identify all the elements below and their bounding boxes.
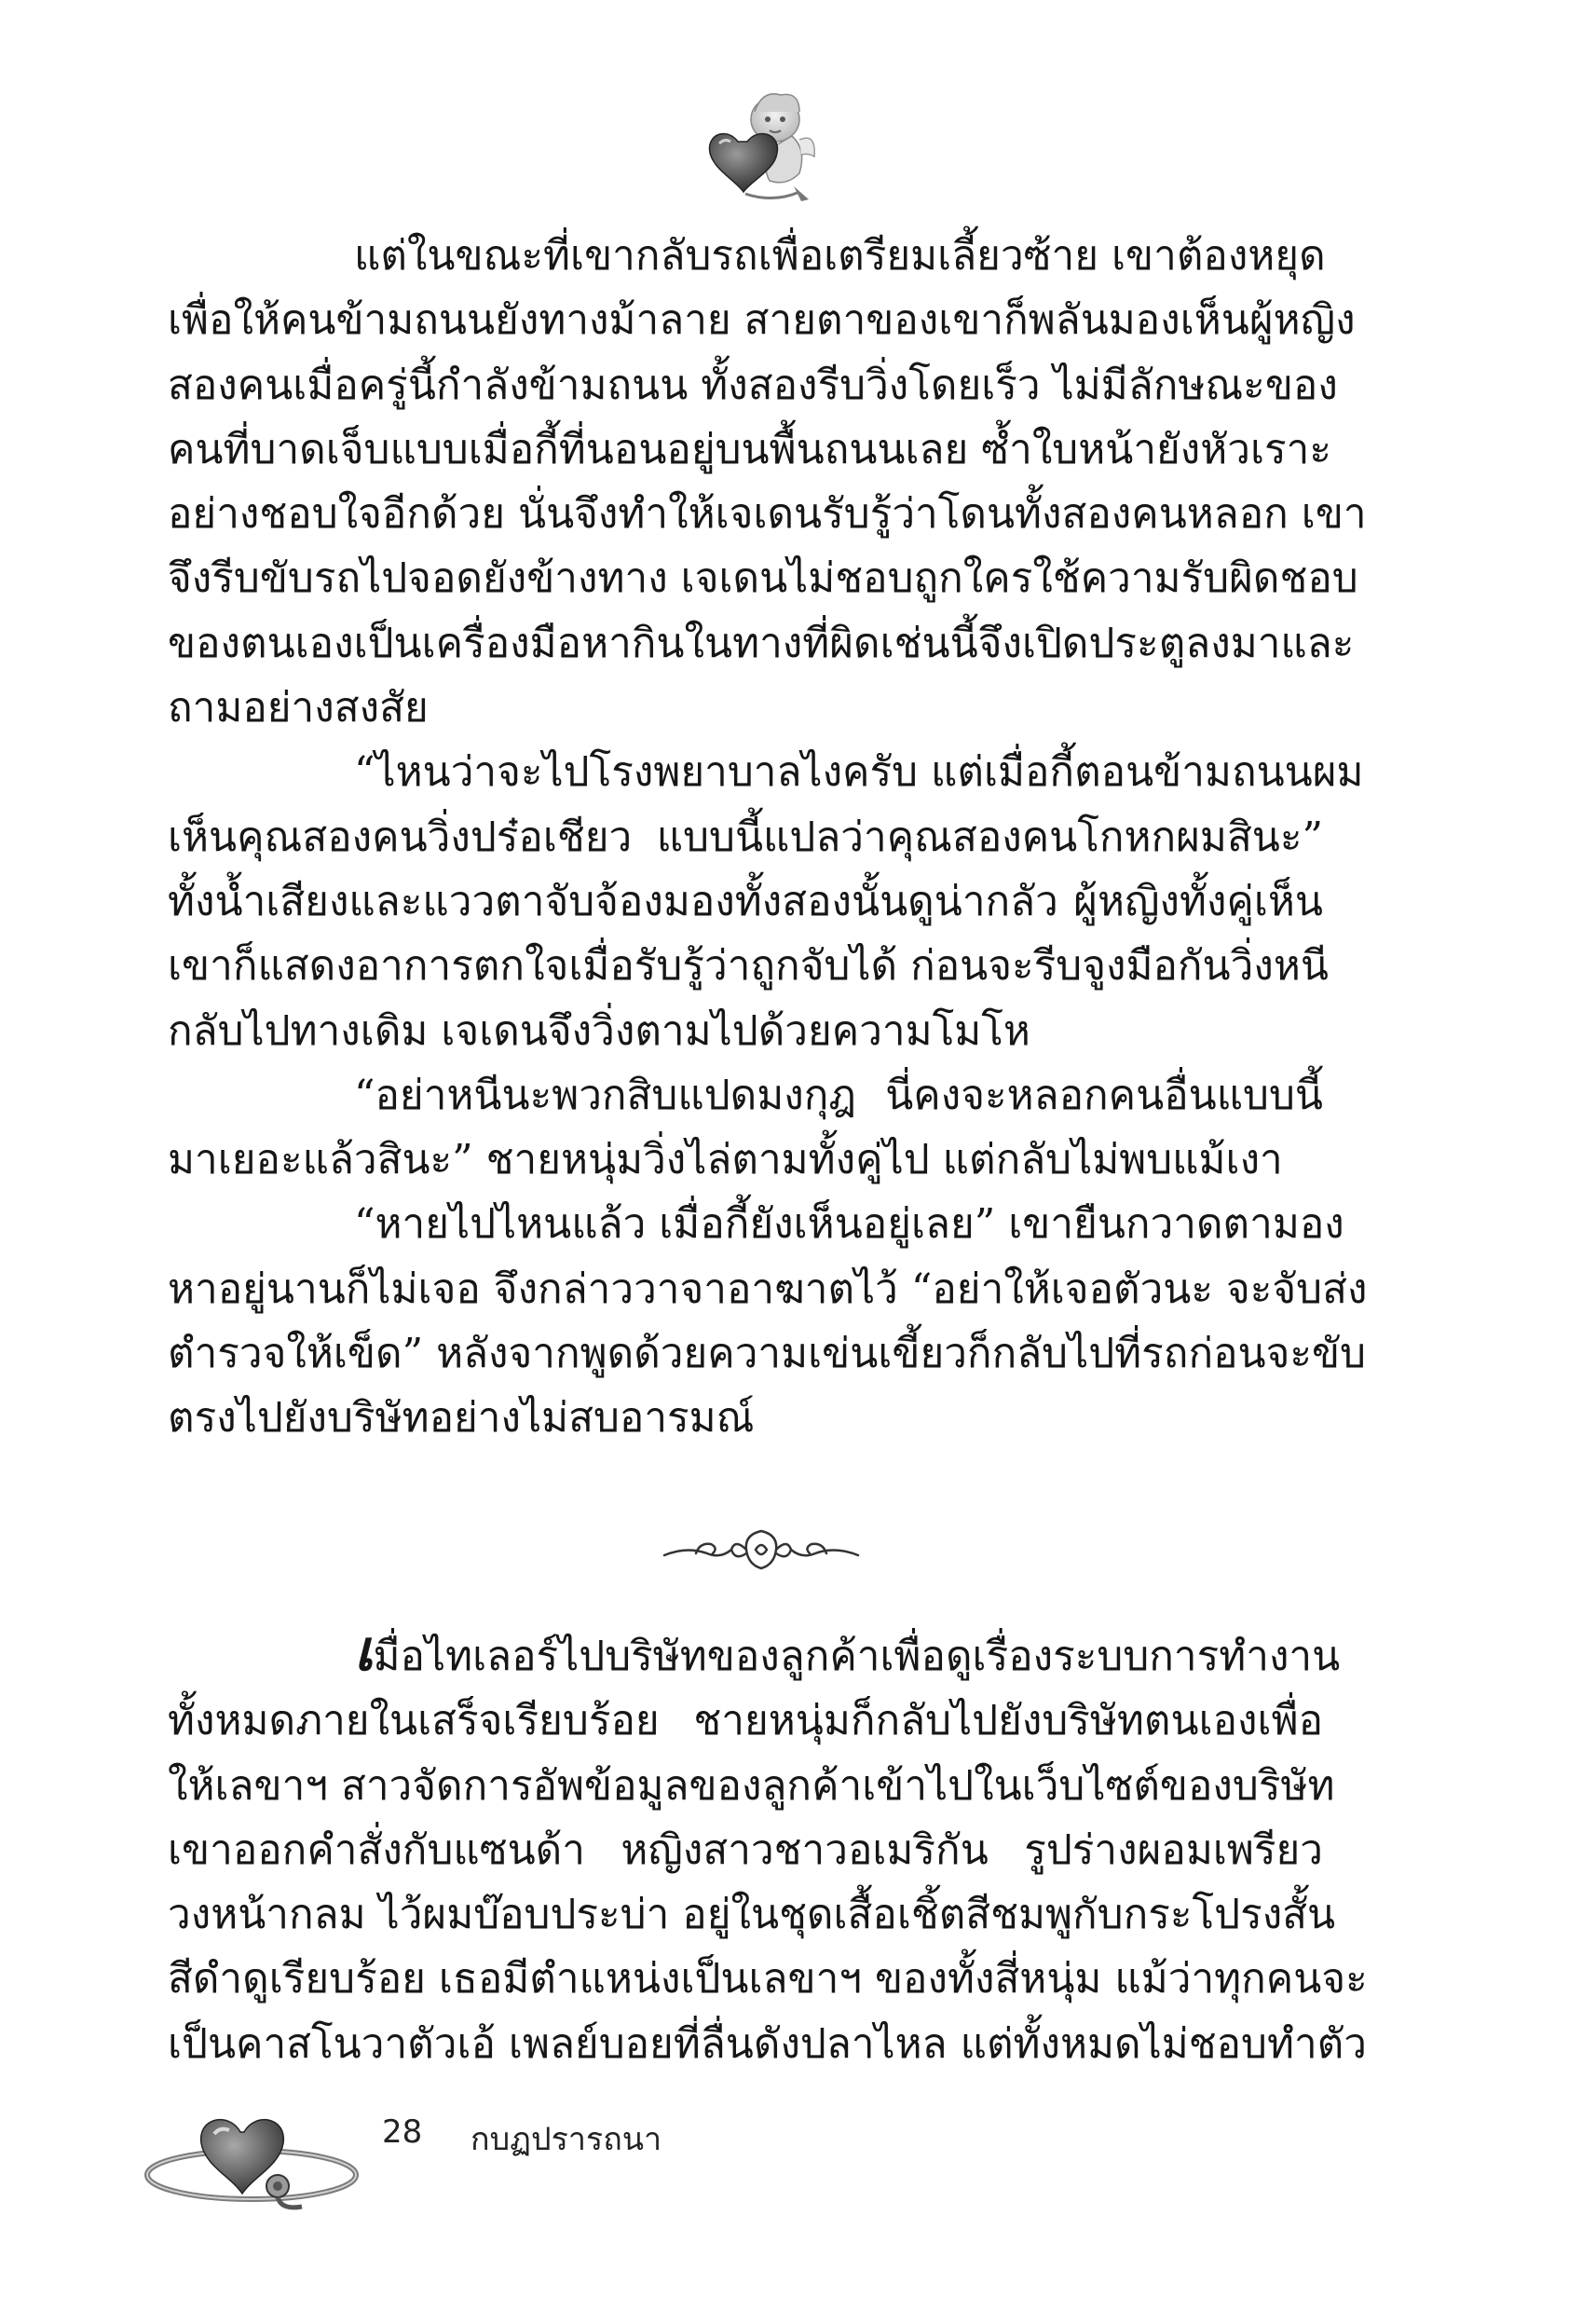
text-line: หาอยู่นานก็ไม่เจอ จึงกล่าววาจาอาฆาตไว้ “อย่าให้เจอตัวนะ จะจับส่ง	[168, 1265, 1368, 1313]
text-line	[168, 1619, 1341, 1689]
text-line: ถามอย่างสงสัย	[168, 684, 429, 732]
text-line: ให้เลขาฯ สาวจัดการอัพข้อมูลของลูกค้าเข้าไปในเว็บไซต์ของบริษัท	[168, 1761, 1335, 1810]
text-line: คนที่บาดเจ็บแบบเมื่อกี้ที่นอนอยู่บนพื้นถนนเลย ซ้ำใบหน้ายังหัวเราะ	[168, 425, 1332, 473]
text-line: “หายไปไหนแล้ว เมื่อกี้ยังเห็นอยู่เลย” เขายืนกวาดตามอง	[354, 1200, 1344, 1249]
page-number: 28	[382, 2113, 423, 2151]
body-section-1	[168, 224, 1368, 1451]
text-line: แต่ในขณะที่เขากลับรถเพื่อเตรียมเลี้ยวซ้าย เขาต้องหยุด	[354, 232, 1326, 280]
text-line: เขาออกคำสั่งกับแซนด้า หญิงสาวชาวอเมริกัน รูปร่างผอมเพรียว	[168, 1826, 1323, 1874]
heart-stethoscope-icon	[140, 2097, 363, 2218]
text-line: เพื่อให้คนข้ามถนนยังทางม้าลาย สายตาของเขาก็พลันมองเห็นผู้หญิง	[168, 296, 1356, 345]
text-line-rest: มื่อไทเลอร์ไปบริษัทของลูกค้าเพื่อดูเรื่องระบบการทำงาน	[373, 1633, 1341, 1680]
text-line: ทั้งน้ำเสียงและแววตาจับจ้องมองทั้งสองนั้นดูน่ากลัว ผู้หญิงทั้งคู่เห็น	[168, 877, 1323, 925]
text-line: สองคนเมื่อครู่นี้กำลังข้ามถนน ทั้งสองรีบวิ่งโดยเร็ว ไม่มีลักษณะของ	[168, 361, 1338, 409]
text-line: เป็นคาสโนวาตัวเอ้ เพลย์บอยที่ลื่นดังปลาไหล แต่ทั้งหมดไม่ชอบทำตัว	[168, 2019, 1367, 2068]
text-line: ของตนเองเป็นเครื่องมือหากินในทางที่ผิดเช่นนี้จึงเปิดประตูลงมาและ	[168, 619, 1355, 667]
text-line: จึงรีบขับรถไปจอดยังข้างทาง เจเดนไม่ชอบถูกใครใช้ความรับผิดชอบ	[168, 554, 1358, 603]
text-line: เขาก็แสดงอาการตกใจเมื่อรับรู้ว่าถูกจับได้ ก่อนจะรีบจูงมือกันวิ่งหนี	[168, 942, 1329, 991]
cupid-heart-icon	[689, 84, 820, 214]
book-title: กบฏปรารถนา	[471, 2121, 662, 2158]
text-line: อย่างชอบใจอีกด้วย นั่นจึงทำให้เจเดนรับรู้ว่าโดนทั้งสองคนหลอก เขา	[168, 490, 1367, 539]
text-line: ตำรวจให้เข็ด” หลังจากพูดด้วยความเข่นเขี้ยวก็กลับไปที่รถก่อนจะขับ	[168, 1330, 1367, 1378]
text-line: ทั้งหมดภายในเสร็จเรียบร้อย ชายหนุ่มก็กลับไปยังบริษัทตนเองเพื่อ	[168, 1697, 1323, 1745]
text-line: “อย่าหนีนะพวกสิบแปดมงกุฎ นี่คงจะหลอกคนอื่นแบบนี้	[354, 1071, 1323, 1119]
text-line: “ไหนว่าจะไปโรงพยาบาลไงครับ แต่เมื่อกี้ตอนข้ามถนนผม	[354, 748, 1364, 797]
body-section-2	[168, 1619, 1368, 2076]
text-line: กลับไปทางเดิม เจเดนจึงวิ่งตามไปด้วยความโมโห	[168, 1006, 1030, 1055]
text-line: สีดำดูเรียบร้อย เธอมีตำแหน่งเป็นเลขาฯ ของทั้งสี่หนุ่ม แม้ว่าทุกคนจะ	[168, 1955, 1368, 2003]
text-line: วงหน้ากลม ไว้ผมบ๊อบประบ่า อยู่ในชุดเสื้อเชิ้ตสีชมพูกับกระโปรงสั้น	[168, 1891, 1336, 1939]
text-line: ตรงไปยังบริษัทอย่างไม่สบอารมณ์	[168, 1394, 755, 1443]
text-line: มาเยอะแล้วสินะ” ชายหนุ่มวิ่งไล่ตามทั้งคู่ไป แต่กลับไม่พบแม้เงา	[168, 1136, 1283, 1184]
drop-letter: เ	[354, 1619, 374, 1684]
flourish-divider-icon	[659, 1522, 864, 1578]
text-line: เห็นคุณสองคนวิ่งปร๋อเชียว แบบนี้แปลว่าคุณสองคนโกหกผมสินะ”	[168, 813, 1323, 861]
